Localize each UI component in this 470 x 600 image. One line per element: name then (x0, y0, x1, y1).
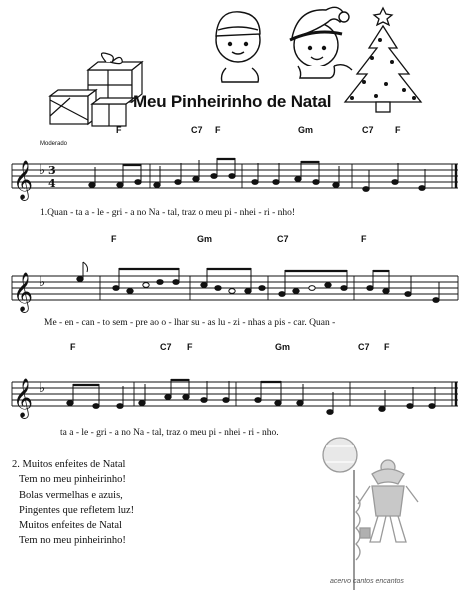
chord-label: C7 (277, 234, 289, 244)
chord-label: F (215, 125, 221, 135)
watermark-credit: acervo cantos encantos (330, 578, 404, 585)
time-signature-bottom: 4 (48, 177, 56, 190)
chord-label: F (395, 125, 401, 135)
time-signature-top: 3 (48, 164, 56, 177)
svg-text:𝄞: 𝄞 (13, 272, 34, 312)
chord-label: C7 (358, 342, 370, 352)
treble-clef: 𝄞 (13, 160, 34, 200)
lyrics-line-1: 1.Quan - ta a - le - gri - a no Na - tal, traz o meu pi - nhei - ri - nho! (40, 208, 296, 218)
chord-label: F (70, 342, 76, 352)
key-flat: ♭ (39, 163, 46, 178)
svg-text:𝄞: 𝄞 (13, 378, 34, 418)
chord-label: C7 (160, 342, 172, 352)
chord-label: C7 (191, 125, 203, 135)
chord-label: Gm (197, 234, 213, 244)
chord-label: F (187, 342, 193, 352)
chord-label: F (116, 125, 122, 135)
verse-line: Tem no meu pinheirinho! (19, 535, 126, 547)
verse-line: Tem no meu pinheirinho! (19, 474, 126, 486)
chord-label: Gm (298, 125, 314, 135)
svg-text:♭: ♭ (39, 381, 46, 396)
chord-label: F (384, 342, 390, 352)
song-title: Meu Pinheirinho de Natal (133, 92, 332, 111)
chord-label: F (111, 234, 117, 244)
verse-line: Muitos enfeites de Natal (19, 520, 122, 532)
chord-label: C7 (362, 125, 374, 135)
chord-label: Gm (275, 342, 291, 352)
verse-line: Bolas vermelhas e azuis, (19, 489, 123, 501)
lyrics-line-2: Me - en - can - to sem - pre ao o - lhar su - as lu - zi - nhas a pis - car. Quan - (44, 318, 336, 328)
lyrics-line-3: ta a - le - gri - a no Na - tal, traz o meu pi - nhei - ri - nho. (60, 428, 279, 438)
verse-line: 2. Muitos enfeites de Natal (12, 459, 126, 470)
verse-line: Pingentes que refletem luz! (19, 504, 135, 516)
verse-2 (12, 457, 134, 549)
tempo-marking: Moderado (40, 141, 68, 147)
svg-text:♭: ♭ (39, 275, 46, 290)
chord-label: F (361, 234, 367, 244)
